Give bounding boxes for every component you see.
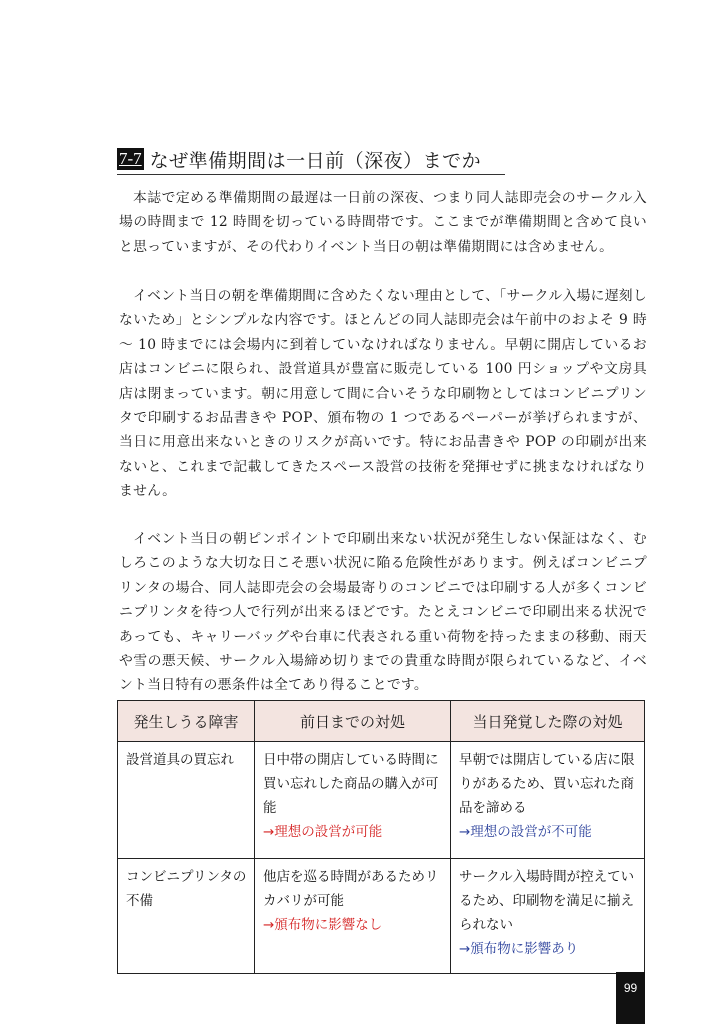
prev-day-cell: 日中帯の開店している時間に買い忘れした商品の購入が可能 →理想の設営が可能 [255, 742, 451, 859]
result-negative: →頒布物に影響あり [459, 941, 579, 957]
section-title: なぜ準備期間は一日前（深夜）までか [149, 149, 482, 172]
section-number: 7-7 [119, 149, 142, 168]
header-same-day: 当日発覚した際の対処 [451, 701, 645, 742]
prev-day-cell: 他店を巡る時間があるためリカバリが可能 →頒布物に影響なし [255, 859, 451, 974]
issue-cell: 設営道具の買忘れ [118, 742, 255, 859]
section-heading [117, 144, 505, 175]
page-number: 99 [616, 972, 645, 1024]
result-positive: →理想の設営が可能 [263, 824, 383, 840]
paragraph-3: イベント当日の朝ピンポイントで印刷出来ない状況が発生しない保証はなく、むしろこのような大切な日こそ悪い状況に陥る危険性があります。例えばコンビニプリンタの場合、同人誌即売会の会場最寄りのコンビニでは印刷する人が多くコンビニプリンタを待つ人で行列が出来るほどです。たとえコンビニで印刷出来る状況であっても、キャリーバッグや台車に代表される重い荷物を持ったままの移動、雨天や雪の悪天候、サークル入場締め切りまでの貴重な時間が限られているなど、イベント当日特有の悪条件は全てあり得ることです。 [119, 531, 647, 694]
paragraph-1: 本誌で定める準備期間の最遅は一日前の深夜、つまり同人誌即売会のサークル入場の時間まで 12 時間を切っている時間帯です。ここまでが準備期間と含めて良いと思っていますが、その代わりイベント当日の朝は準備期間には含めません。 [119, 190, 647, 255]
comparison-table [117, 700, 645, 974]
table-row [118, 742, 645, 859]
issue-cell: コンビニプリンタの不備 [118, 859, 255, 974]
same-day-cell: 早朝では開店している店に限りがあるため、買い忘れた商品を諦める →理想の設営が不可能 [451, 742, 645, 859]
table-row [118, 859, 645, 974]
table-header-row [118, 701, 645, 742]
result-positive: →頒布物に影響なし [263, 917, 383, 933]
header-issue: 発生しうる障害 [118, 701, 255, 742]
result-negative: →理想の設営が不可能 [459, 824, 592, 840]
header-prev-day: 前日までの対処 [255, 701, 451, 742]
paragraph-2: イベント当日の朝を準備期間に含めたくない理由として、「サークル入場に遅刻しないため」とシンプルな内容です。ほとんどの同人誌即売会は午前中のおよそ 9 時～ 10 時までには会場内に到着していなければなりません。早朝に開店しているお店はコンビニに限られ、設営道具が豊富に販売している 100 円ショップや文房具店は閉まっています。朝に用意して間に合いそうな印刷物としてはコンビニプリンタで印刷するお品書きや POP、頒布物の 1 つであるペーパーが挙げられますが、当日に用意出来ないときのリスクが高いです。特にお品書きや POP の印刷が出来ないと、これまで記載してきたスペース設営の技術を発揮せずに挑まなければなりません。 [119, 288, 647, 500]
same-day-cell: サークル入場時間が控えているため、印刷物を満足に揃えられない →頒布物に影響あり [451, 859, 645, 974]
